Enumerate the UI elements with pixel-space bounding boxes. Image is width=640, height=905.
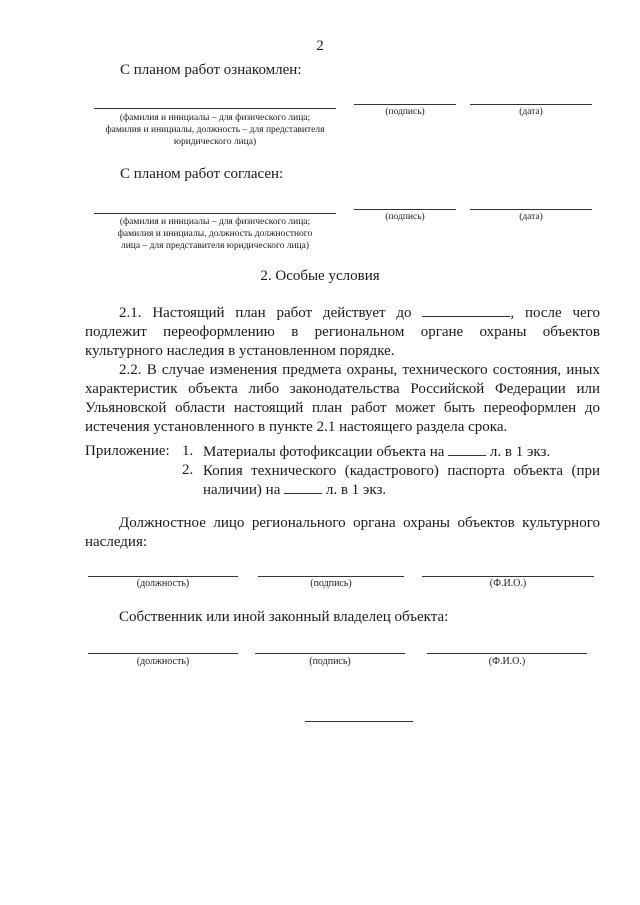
official-position-line bbox=[88, 576, 238, 577]
official-fio-line bbox=[422, 576, 594, 577]
official-position-caption: (должность) bbox=[136, 578, 190, 589]
owner-position-line bbox=[88, 653, 238, 654]
clause-2-1: 2.1. Настоящий план работ действует до , после чего подлежит переоформлению в региональном органе охраны объектов культурного наследия в установленном порядке. bbox=[85, 305, 600, 359]
acquainted-date-caption: (дата) bbox=[519, 107, 543, 117]
acquainted-signature-line bbox=[354, 104, 456, 105]
owner-fio-caption: (Ф.И.О.) bbox=[488, 656, 526, 667]
owner-signature-caption: (подпись) bbox=[309, 656, 351, 667]
valid-until-blank bbox=[422, 304, 510, 317]
owner-text: Собственник или иной законный владелец объекта: bbox=[119, 609, 449, 625]
official-signature-line bbox=[258, 576, 404, 577]
agreed-signature-line bbox=[354, 209, 456, 210]
clause-2-2: 2.2. В случае изменения предмета охраны, технического состояния, иных характеристик объекта либо законодательства Российской Федерации или Ульяновской области настоящий план работ может быть переоформлен до истечения установленного в пункте 2.1 настоящего раздела срока. bbox=[85, 362, 600, 435]
agreed-date-caption: (дата) bbox=[519, 212, 543, 222]
acquainted-signature-caption: (подпись) bbox=[385, 107, 425, 117]
owner-signature-line bbox=[255, 653, 405, 654]
acquainted-name-caption: (фамилия и инициалы – для физического лица; фамилия и инициалы, должность – для представителя юридического лица) bbox=[105, 113, 325, 147]
official-signature-caption: (подпись) bbox=[310, 578, 352, 589]
owner-fio-line bbox=[427, 653, 587, 654]
acquainted-name-line bbox=[94, 108, 336, 109]
acquainted-heading: С планом работ ознакомлен: bbox=[120, 62, 302, 78]
photo-pages-blank bbox=[448, 443, 486, 456]
appendix-item-2-number: 2. bbox=[182, 462, 194, 478]
passport-pages-blank bbox=[284, 481, 322, 494]
agreed-date-line bbox=[470, 209, 592, 210]
appendix-item-2: Копия технического (кадастрового) паспорта объекта (при наличии) на л. в 1 экз. bbox=[203, 463, 600, 498]
end-of-document-rule bbox=[305, 721, 413, 722]
acquainted-date-line bbox=[470, 104, 592, 105]
agreed-name-line bbox=[94, 213, 336, 214]
page-number: 2 bbox=[316, 38, 324, 54]
agreed-name-caption: (фамилия и инициалы – для физического лица; фамилия и инициалы, должность должностного лица – для представителя юридического лица) bbox=[117, 217, 313, 251]
owner-position-caption: (должность) bbox=[136, 656, 190, 667]
official-text: Должностное лицо регионального органа охраны объектов культурного наследия: bbox=[85, 515, 600, 550]
agreed-heading: С планом работ согласен: bbox=[120, 166, 284, 182]
appendix-label: Приложение: bbox=[85, 443, 170, 459]
agreed-signature-caption: (подпись) bbox=[385, 212, 425, 222]
appendix-item-1-number: 1. bbox=[182, 443, 194, 459]
official-fio-caption: (Ф.И.О.) bbox=[489, 578, 527, 589]
appendix-item-1: Материалы фотофиксации объекта на л. в 1 экз. bbox=[203, 444, 551, 460]
section-title: 2. Особые условия bbox=[260, 268, 380, 284]
